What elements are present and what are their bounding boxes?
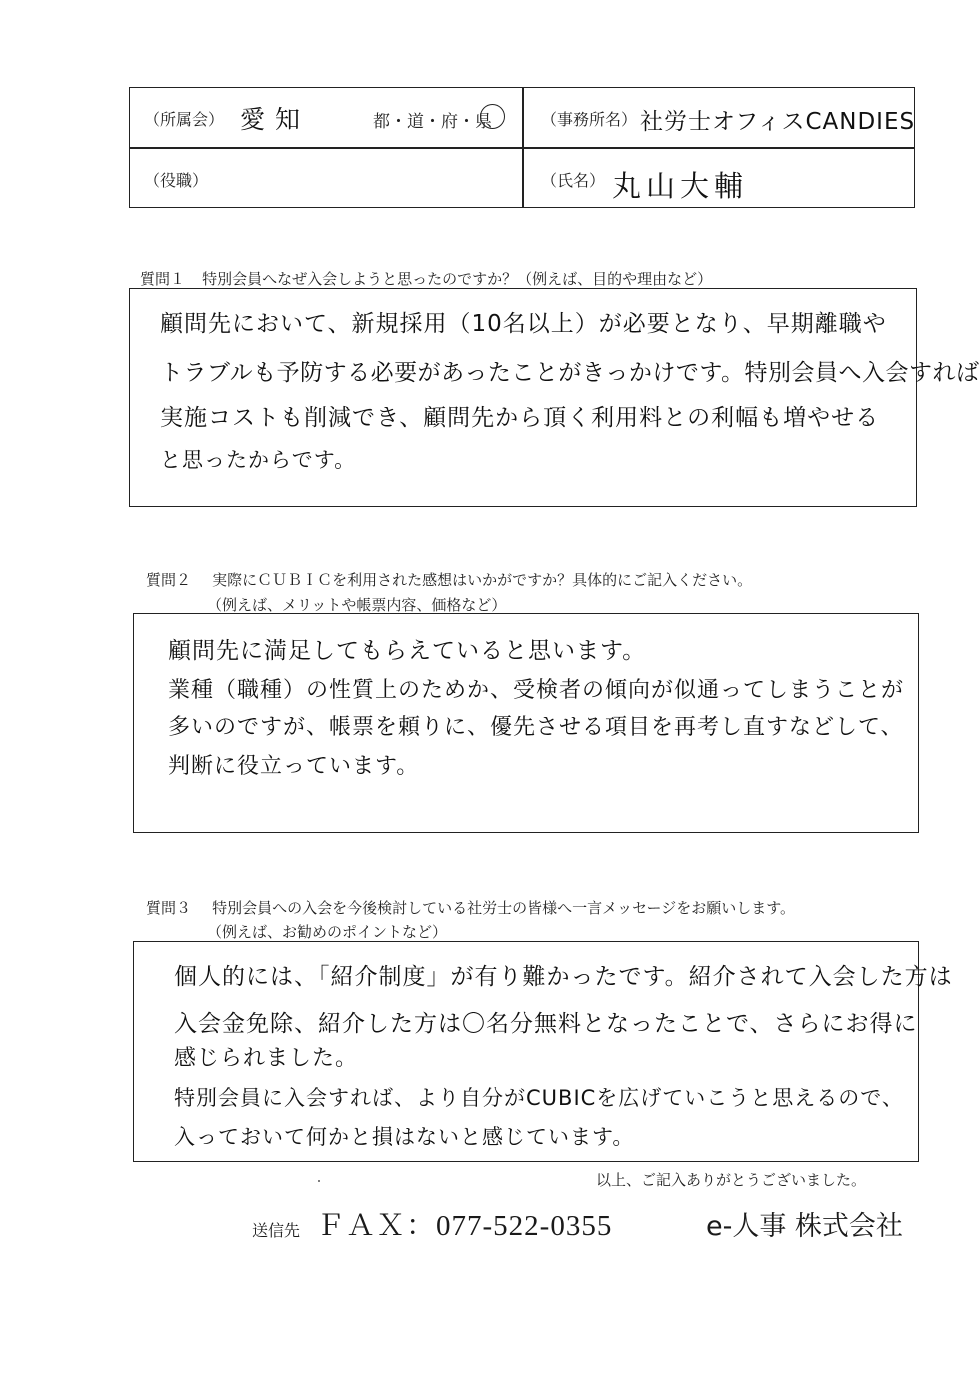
name-value: 丸山大輔: [612, 169, 749, 203]
question-2: [146, 569, 752, 590]
answer-1-line-3: 実施コストも削減でき、顧問先から頂く利用料との利幅も増やせる: [160, 405, 880, 431]
question-2-text: 実際にＣＵＢＩＣを利用された感想はいかがですか？具体的にご記入ください。: [212, 571, 753, 589]
scan-speck: [318, 1180, 320, 1182]
question-2-subtext: （例えば、メリットや帳票内容、価格など）: [207, 596, 507, 614]
thanks-note: 以上、ご記入ありがとうございました。: [596, 1171, 867, 1189]
question-3-label: 質問３: [146, 899, 192, 917]
answer-1-line-1: 顧問先において、新規採用（10名以上）が必要となり、早期離職や: [160, 311, 887, 337]
prefecture-suffix: 都・道・府・県: [373, 112, 492, 132]
answer-2-line-3: 多いのですが、帳票を頼りに、優先させる項目を再考し直すなどして、: [168, 715, 904, 740]
question-2-label: 質問２: [146, 571, 192, 589]
prefecture-circle-mark: [480, 104, 505, 129]
question-1-label: 質問１: [140, 270, 186, 288]
office-value: 社労士オフィスCANDIES: [640, 109, 916, 135]
answer-2-line-1: 顧問先に満足してもらえていると思います。: [168, 638, 647, 664]
affiliation-value: 愛 知: [240, 105, 301, 134]
answer-3-line-1: 個人的には、「紹介制度」が有り難かったです。紹介されて入会した方は: [174, 964, 953, 990]
answer-3-line-3: 感じられました。: [174, 1046, 359, 1071]
question-3-subtext: （例えば、お勧めのポイントなど）: [207, 923, 448, 941]
send-to-label: 送信先: [252, 1221, 301, 1240]
answer-2-line-4: 判断に役立っています。: [168, 754, 420, 779]
answer-1-line-2: トラブルも予防する必要があったことがきっかけです。特別会員へ入会すれば: [160, 360, 980, 386]
answer-2-line-2: 業種（職種）の性質上のためか、受検者の傾向が似通ってしまうことが: [168, 678, 905, 703]
question-1: [140, 268, 712, 289]
answer-3-line-2: 入会金免除、紹介した方は〇名分無料となったことで、さらにお得に: [174, 1011, 918, 1037]
name-label: （氏名）: [541, 171, 606, 190]
office-label: （事務所名）: [541, 110, 638, 129]
answer-3-line-5: 入っておいて何かと損はないと感じています。: [174, 1125, 635, 1149]
fax-number: ＦＡＸ：077-522-0355: [316, 1210, 613, 1242]
question-1-text: 特別会員へなぜ入会しようと思ったのですか？（例えば、目的や理由など）: [202, 270, 713, 288]
company-name: e-人事 株式会社: [706, 1211, 903, 1242]
position-label: （役職）: [144, 171, 209, 190]
question-3-text: 特別会員への入会を今後検討している社労士の皆様へ一言メッセージをお願いします。: [212, 899, 796, 917]
affiliation-label: （所属会）: [144, 110, 225, 129]
answer-3-line-4: 特別会員に入会すれば、より自分がCUBICを広げていこうと思えるので、: [174, 1086, 904, 1110]
question-3: [146, 897, 795, 918]
header-divider-horizontal: [129, 147, 915, 149]
answer-1-line-4: と思ったからです。: [160, 448, 357, 472]
